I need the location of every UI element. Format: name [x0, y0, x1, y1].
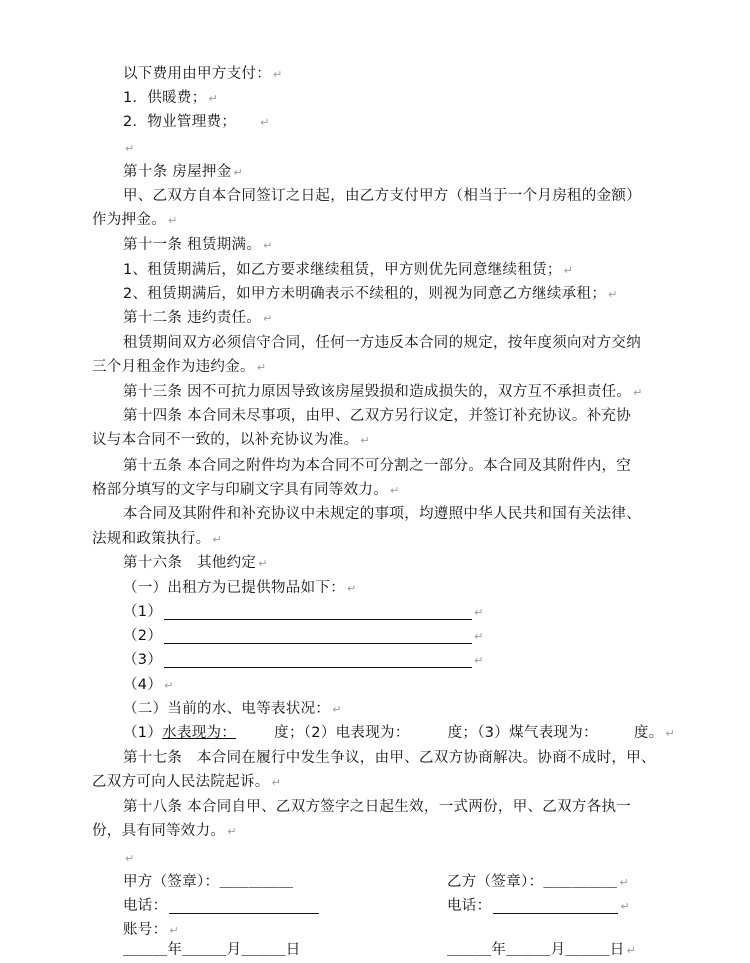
text-line: 法规和政策执行。 ↵: [92, 531, 222, 547]
paragraph-mark-icon: ↵: [263, 312, 273, 325]
text-line: 2．物业管理费； ↵: [123, 114, 270, 130]
meter-readings: （1）水表现为： 度；（2）电表现为： 度；（3）煤气表现为： 度。 ↵: [123, 725, 676, 741]
party-b-phone: 电话： ↵: [447, 898, 630, 914]
article-11-title: 第十一条 租赁期满。 ↵: [123, 237, 273, 253]
text-line: 三个月租金作为违约金。 ↵: [92, 359, 267, 375]
party-a-signature: 甲方（签章）：＿＿＿＿＿: [123, 874, 294, 890]
article-14: 第十四条 本合同未尽事项，由甲、乙双方另行议定，并签订补充协议。补充协: [123, 408, 632, 424]
paragraph-mark-icon: ↵: [227, 825, 237, 838]
text-line: 1．供暖费； ↵: [123, 90, 219, 106]
text-line: 作为押金。 ↵: [92, 212, 178, 228]
text-line: 2、租赁期满后，如甲方未明确表示不续租的，则视为同意乙方继续承租； ↵: [123, 286, 618, 302]
paragraph-mark-icon: ↵: [626, 944, 637, 957]
paragraph-mark-icon: ↵: [125, 142, 135, 155]
text-line: 甲、乙双方自本合同签订之日起，由乙方支付甲方（相当于一个月房租的金额）: [123, 188, 641, 204]
article-13: 第十三条 因不可抗力原因导致该房屋毁损和造成损失的，双方互不承担责任。 ↵: [123, 384, 643, 400]
paragraph-mark-icon: ↵: [474, 630, 484, 643]
paragraph-mark-icon: ↵: [208, 92, 219, 105]
text-line: 份，具有同等效力。 ↵: [92, 823, 237, 839]
paragraph-mark-icon: ↵: [168, 214, 178, 227]
article-10-title: 第十条 房屋押金 ↵: [123, 164, 244, 180]
text-line: 议与本合同不一致的，以补充协议为准。 ↵: [92, 432, 370, 448]
article-15: 第十五条 本合同之附件均为本合同不可分割之一部分。本合同及其附件内，空: [123, 458, 632, 474]
phone-field[interactable]: [169, 899, 319, 914]
paragraph-mark-icon: ↵: [164, 679, 174, 692]
paragraph-mark-icon: ↵: [125, 852, 135, 865]
paragraph-mark-icon: ↵: [169, 924, 179, 937]
paragraph-mark-icon: ↵: [620, 900, 630, 913]
party-a-date: ＿＿＿年＿＿＿月＿＿＿日: [123, 942, 301, 958]
paragraph-mark-icon: ↵: [271, 776, 282, 789]
paragraph-mark-icon: ↵: [233, 166, 244, 179]
article-12-title: 第十二条 违约责任。 ↵: [123, 310, 273, 326]
empty-line: [123, 846, 135, 870]
subsection-1: （一）出租方为已提供物品如下： ↵: [123, 580, 357, 596]
article-18: 第十八条 本合同自甲、乙双方签字之日起生效，一式两份，甲、乙双方各执一: [123, 799, 632, 815]
paragraph-mark-icon: ↵: [347, 582, 357, 595]
text-line: 以下费用由甲方支付： ↵: [123, 66, 283, 82]
text-line: 1、租赁期满后，如乙方要求继续租赁，甲方则优先同意继续租赁； ↵: [123, 262, 574, 278]
paragraph-mark-icon: ↵: [273, 68, 283, 81]
item-line: （4） ↵: [123, 677, 174, 693]
paragraph-mark-icon: ↵: [633, 386, 643, 399]
item-line: （2） ↵: [123, 628, 484, 644]
paragraph-mark-icon: ↵: [212, 533, 222, 546]
paragraph-mark-icon: ↵: [332, 703, 342, 716]
text-line: 租赁期间双方必须信守合同，任何一方违反本合同的规定，按年度须向对方交纳: [123, 335, 641, 351]
article-16-title: 第十六条 其他约定 ↵: [123, 555, 268, 571]
paragraph-mark-icon: ↵: [258, 557, 268, 570]
paragraph-mark-icon: ↵: [260, 116, 270, 129]
text-line: 格部分填写的文字与印刷文字具有同等效力。 ↵: [92, 482, 400, 498]
item-line: （3） ↵: [123, 652, 484, 668]
paragraph-mark-icon: ↵: [263, 239, 273, 252]
paragraph-mark-icon: ↵: [390, 484, 400, 497]
phone-field[interactable]: [493, 899, 618, 914]
paragraph-mark-icon: ↵: [360, 434, 370, 447]
party-a-account: 账号： ↵: [123, 922, 179, 938]
paragraph-mark-icon: ↵: [665, 727, 676, 740]
party-b-signature: 乙方（签章）：＿＿＿＿＿ ↵: [447, 874, 629, 890]
blank-field[interactable]: [164, 653, 472, 668]
subsection-2: （二）当前的水、电等表状况： ↵: [123, 701, 342, 717]
paragraph-mark-icon: ↵: [256, 361, 267, 374]
paragraph-mark-icon: ↵: [474, 654, 484, 667]
blank-field[interactable]: [164, 629, 472, 644]
paragraph-mark-icon: ↵: [608, 288, 618, 301]
law-clause: 本合同及其附件和补充协议中未规定的事项，均遵照中华人民共和国有关法律、: [123, 506, 641, 522]
empty-line: [123, 136, 135, 160]
paragraph-mark-icon: ↵: [563, 264, 574, 277]
text-line: 乙双方可向人民法院起诉。 ↵: [92, 774, 282, 790]
blank-field[interactable]: [164, 605, 472, 620]
paragraph-mark-icon: ↵: [474, 606, 484, 619]
party-b-date: ＿＿＿年＿＿＿月＿＿＿日 ↵: [447, 942, 637, 958]
item-line: （1） ↵: [123, 604, 484, 620]
paragraph-mark-icon: ↵: [619, 876, 629, 889]
article-17: 第十七条 本合同在履行中发生争议，由甲、乙双方协商解决。协商不成时，甲、: [123, 750, 656, 766]
party-a-phone: 电话：: [123, 894, 319, 918]
